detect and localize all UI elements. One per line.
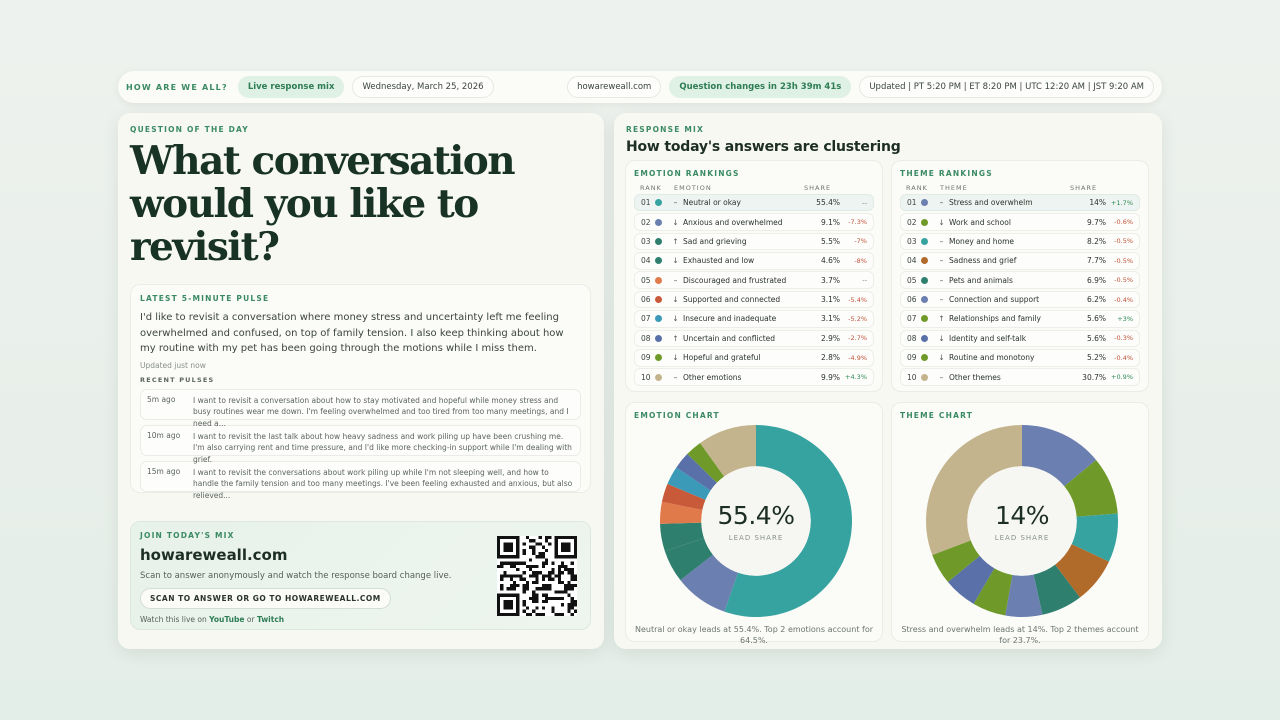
brand-label: HOW ARE WE ALL? (126, 82, 228, 92)
ranking-name: Insecure and inadequate (683, 314, 777, 324)
ranking-name: Connection and support (949, 295, 1040, 305)
ranking-delta: -0.5% (1114, 237, 1133, 246)
rank-number: 06 (641, 295, 651, 305)
site-link[interactable]: howareweall.com (567, 76, 661, 98)
rank-number: 09 (907, 353, 917, 363)
rank-number: 10 (641, 372, 651, 382)
ranking-name: Money and home (949, 236, 1015, 246)
rank-number: 03 (907, 236, 917, 246)
ranking-row (634, 330, 874, 348)
color-dot-icon (655, 374, 662, 381)
emotion-lead-value: 55.4% (717, 500, 795, 530)
trend-arrow-icon: ↓ (672, 256, 679, 266)
ranking-share: 30.7% (1082, 372, 1106, 382)
color-dot-icon (921, 335, 928, 342)
ranking-row (900, 233, 1140, 251)
ranking-delta: +3% (1117, 314, 1133, 323)
ranking-share: 3.1% (820, 314, 840, 324)
ranking-row (900, 271, 1140, 289)
ranking-share: 3.7% (820, 275, 840, 285)
ranking-delta: -- (862, 276, 867, 285)
ranking-row (634, 252, 874, 270)
theme-lead-label: LEAD SHARE (994, 533, 1050, 542)
ranking-row (634, 291, 874, 309)
response-title: How today's answers are clustering (626, 139, 901, 155)
color-dot-icon (655, 315, 662, 322)
rank-number: 04 (641, 256, 651, 266)
ranking-delta: -0.5% (1114, 276, 1133, 285)
question-panel (118, 113, 604, 649)
recent-pulse-text: I want to revisit the conversations about work piling up while I'm not sleeping well, and how to handle the family tension and too many meetings. I've been feeling exhausted and anxious, but also relieved... (193, 467, 573, 500)
emotion-lead-label: LEAD SHARE (728, 533, 784, 542)
recent-pulse-item (140, 461, 581, 500)
ranking-delta: -0.6% (1114, 218, 1133, 227)
question-title: What conversation would you like to revisit? (130, 138, 515, 270)
theme-rankings-list (900, 194, 1140, 386)
join-domain[interactable]: howareweall.com (140, 546, 288, 564)
question-label: QUESTION OF THE DAY (130, 125, 249, 134)
recent-pulse-time: 5m ago (147, 394, 176, 404)
watch-or: or (246, 615, 255, 624)
trend-arrow-icon: ↑ (672, 333, 679, 343)
join-subtitle: Scan to answer anonymously and watch the response board change live. (140, 571, 452, 581)
watch-prefix: Watch this live on (140, 615, 207, 624)
updated-times: Updated | PT 5:20 PM | ET 8:20 PM | UTC 12:20 AM | JST 9:20 AM (859, 76, 1154, 98)
ranking-name: Stress and overwhelm (949, 198, 1033, 208)
trend-arrow-icon: – (673, 372, 678, 382)
scan-button[interactable]: SCAN TO ANSWER OR GO TO HOWAREWEALL.COM (140, 588, 391, 609)
rank-number: 06 (907, 295, 917, 305)
ranking-row (900, 368, 1140, 386)
color-dot-icon (655, 277, 662, 284)
youtube-link[interactable]: YouTube (209, 615, 245, 624)
rank-number: 04 (907, 256, 917, 266)
rank-number: 01 (907, 198, 917, 208)
col-rank: RANK (640, 184, 662, 192)
theme-lead-value: 14% (994, 500, 1050, 530)
ranking-row (634, 233, 874, 251)
theme-chart-card (891, 402, 1149, 645)
color-dot-icon (655, 335, 662, 342)
trend-arrow-icon: ↓ (672, 353, 679, 363)
ranking-delta: -0.4% (1114, 295, 1133, 304)
rank-number: 01 (641, 198, 651, 208)
response-label: RESPONSE MIX (626, 125, 705, 134)
ranking-share: 9.9% (820, 372, 840, 382)
recent-pulse-text: I want to revisit a conversation about how to stay motivated and hopeful while money stress and busy routines wear me down. I'm feeling overwhelmed and too tired from too many meetings, and I need a... (193, 395, 569, 428)
ranking-name: Uncertain and conflicted (683, 333, 776, 343)
color-dot-icon (655, 354, 662, 361)
ranking-delta: -7.3% (848, 218, 867, 227)
emotion-rankings-card (625, 160, 883, 392)
ranking-name: Hopeful and grateful (683, 353, 761, 363)
ranking-row (634, 310, 874, 328)
pulse-label: LATEST 5-MINUTE PULSE (140, 294, 270, 303)
ranking-share: 5.5% (820, 236, 840, 246)
color-dot-icon (655, 296, 662, 303)
ranking-share: 5.2% (1086, 353, 1106, 363)
col-theme: THEME (940, 184, 968, 192)
ranking-share: 5.6% (1086, 333, 1106, 343)
trend-arrow-icon: – (673, 275, 678, 285)
ranking-delta: -5.2% (848, 314, 867, 323)
theme-chart-caption: Stress and overwhelm leads at 14%. Top 2 themes account for 23.7%. (901, 625, 1139, 645)
ranking-share: 4.6% (820, 256, 840, 266)
ranking-share: 9.1% (820, 217, 840, 227)
top-bar (118, 71, 1162, 103)
trend-arrow-icon: ↓ (672, 295, 679, 305)
ranking-share: 2.9% (820, 333, 840, 343)
trend-arrow-icon: ↑ (672, 236, 679, 246)
trend-arrow-icon: ↓ (938, 217, 945, 227)
rank-number: 05 (641, 275, 651, 285)
emotion-rankings-label: EMOTION RANKINGS (634, 169, 740, 178)
ranking-share: 7.7% (1086, 256, 1106, 266)
recent-pulses-list (140, 389, 581, 500)
ranking-row (634, 349, 874, 367)
ranking-row (900, 310, 1140, 328)
rank-number: 03 (641, 236, 651, 246)
countdown-badge: Question changes in 23h 39m 41s (669, 76, 851, 98)
ranking-row (900, 330, 1140, 348)
ranking-share: 2.8% (820, 353, 840, 363)
ranking-delta: +1.7% (1111, 198, 1133, 207)
trend-arrow-icon: – (939, 295, 944, 305)
ranking-name: Other themes (949, 372, 1001, 382)
emotion-rankings-list (634, 194, 874, 386)
ranking-delta: -0.4% (1114, 353, 1133, 362)
ranking-row (900, 291, 1140, 309)
ranking-share: 14% (1089, 198, 1106, 208)
ranking-delta: -0.5% (1114, 256, 1133, 265)
emotion-donut-chart (660, 425, 852, 617)
rank-number: 07 (641, 314, 651, 324)
ranking-share: 6.2% (1086, 295, 1106, 305)
rank-number: 02 (641, 217, 651, 227)
ranking-name: Identity and self-talk (949, 333, 1027, 343)
theme-donut-chart (926, 425, 1118, 617)
rank-number: 10 (907, 372, 917, 382)
color-dot-icon (655, 199, 662, 206)
ranking-share: 3.1% (820, 295, 840, 305)
ranking-row (634, 194, 874, 212)
ranking-name: Exhausted and low (683, 256, 755, 266)
color-dot-icon (921, 374, 928, 381)
ranking-row (634, 368, 874, 386)
ranking-share: 8.2% (1086, 236, 1106, 246)
live-badge: Live response mix (238, 76, 345, 98)
ranking-name: Other emotions (683, 372, 742, 382)
ranking-name: Pets and animals (949, 275, 1013, 285)
theme-rankings-label: THEME RANKINGS (900, 169, 993, 178)
trend-arrow-icon: – (939, 256, 944, 266)
ranking-delta: +0.9% (1111, 373, 1133, 382)
ranking-name: Relationships and family (949, 314, 1041, 324)
ranking-name: Work and school (949, 217, 1011, 227)
trend-arrow-icon: ↓ (672, 217, 679, 227)
ranking-row (900, 213, 1140, 231)
color-dot-icon (921, 257, 928, 264)
ranking-row (634, 213, 874, 231)
ranking-delta: -- (862, 198, 867, 207)
recent-pulse-time: 15m ago (147, 466, 181, 476)
trend-arrow-icon: – (673, 198, 678, 208)
ranking-name: Discouraged and frustrated (683, 275, 787, 285)
rank-number: 07 (907, 314, 917, 324)
color-dot-icon (921, 199, 928, 206)
ranking-name: Anxious and overwhelmed (683, 217, 783, 227)
date-pill: Wednesday, March 25, 2026 (352, 76, 493, 98)
twitch-link[interactable]: Twitch (256, 615, 285, 624)
emotion-rankings-header (634, 184, 874, 192)
ranking-delta: -2.7% (848, 334, 867, 343)
col-share: SHARE (1070, 184, 1098, 192)
question-block (130, 125, 590, 269)
trend-arrow-icon: – (939, 198, 944, 208)
ranking-name: Sadness and grief (949, 256, 1017, 266)
rank-number: 02 (907, 217, 917, 227)
ranking-share: 5.6% (1086, 314, 1106, 324)
ranking-row (634, 271, 874, 289)
ranking-row (900, 252, 1140, 270)
emotion-chart-card (625, 402, 883, 645)
watch-line (140, 615, 581, 624)
trend-arrow-icon: ↓ (672, 314, 679, 324)
theme-rankings-header (900, 184, 1140, 192)
col-share: SHARE (804, 184, 832, 192)
ranking-name: Supported and connected (683, 295, 781, 305)
col-emotion: EMOTION (674, 184, 712, 192)
ranking-delta: -5.4% (848, 295, 867, 304)
theme-chart-label: THEME CHART (900, 411, 974, 420)
color-dot-icon (921, 354, 928, 361)
rank-number: 05 (907, 275, 917, 285)
pulse-updated: Updated just now (140, 360, 206, 370)
trend-arrow-icon: ↑ (938, 314, 945, 324)
rank-number: 08 (641, 333, 651, 343)
ranking-share: 55.4% (816, 198, 840, 208)
response-panel (614, 113, 1162, 649)
donut-hole (967, 466, 1076, 575)
ranking-row (900, 349, 1140, 367)
recent-pulse-item (140, 425, 581, 464)
ranking-name: Routine and monotony (949, 353, 1035, 363)
trend-arrow-icon: – (939, 275, 944, 285)
join-label: JOIN TODAY'S MIX (140, 531, 235, 540)
theme-rankings-card (891, 160, 1149, 392)
color-dot-icon (655, 219, 662, 226)
join-card (130, 521, 591, 630)
trend-arrow-icon: ↓ (938, 333, 945, 343)
recent-pulse-item (140, 389, 581, 428)
donut-hole (701, 466, 810, 575)
emotion-chart-label: EMOTION CHART (634, 411, 720, 420)
ranking-share: 9.7% (1086, 217, 1106, 227)
trend-arrow-icon: ↓ (938, 353, 945, 363)
pulse-text: I'd like to revisit a conversation where money stress and uncertainty left me feeling overwhelmed and confused, on top of family tension. I also keep thinking about how my routine with my pet has been going through the motions while I miss them. (140, 312, 564, 354)
recent-pulse-time: 10m ago (147, 430, 181, 440)
color-dot-icon (655, 238, 662, 245)
ranking-row (900, 194, 1140, 212)
ranking-share: 6.9% (1086, 275, 1106, 285)
col-rank: RANK (906, 184, 928, 192)
color-dot-icon (921, 296, 928, 303)
trend-arrow-icon: – (939, 236, 944, 246)
recent-pulse-text: I want to revisit the last talk about how heavy sadness and work piling up have been crushing me. I'm also carrying rent and time pressure, and I'd like more checking-in support while I'm dealing with grief. (193, 431, 572, 464)
emotion-chart-caption: Neutral or okay leads at 55.4%. Top 2 emotions account for 64.5%. (634, 625, 873, 645)
ranking-name: Sad and grieving (683, 236, 747, 246)
ranking-delta: -7% (854, 237, 867, 246)
color-dot-icon (921, 315, 928, 322)
qr-code-icon[interactable] (497, 536, 577, 616)
ranking-delta: -8% (854, 256, 867, 265)
rank-number: 09 (641, 353, 651, 363)
ranking-name: Neutral or okay (683, 198, 741, 208)
color-dot-icon (921, 219, 928, 226)
response-header (626, 125, 901, 155)
trend-arrow-icon: – (939, 372, 944, 382)
ranking-delta: -0.3% (1114, 334, 1133, 343)
color-dot-icon (921, 277, 928, 284)
ranking-delta: +4.3% (845, 373, 867, 382)
pulse-card (130, 284, 591, 500)
color-dot-icon (921, 238, 928, 245)
rank-number: 08 (907, 333, 917, 343)
ranking-delta: -4.9% (848, 353, 867, 362)
recent-pulses-label: RECENT PULSES (140, 375, 215, 384)
color-dot-icon (655, 257, 662, 264)
